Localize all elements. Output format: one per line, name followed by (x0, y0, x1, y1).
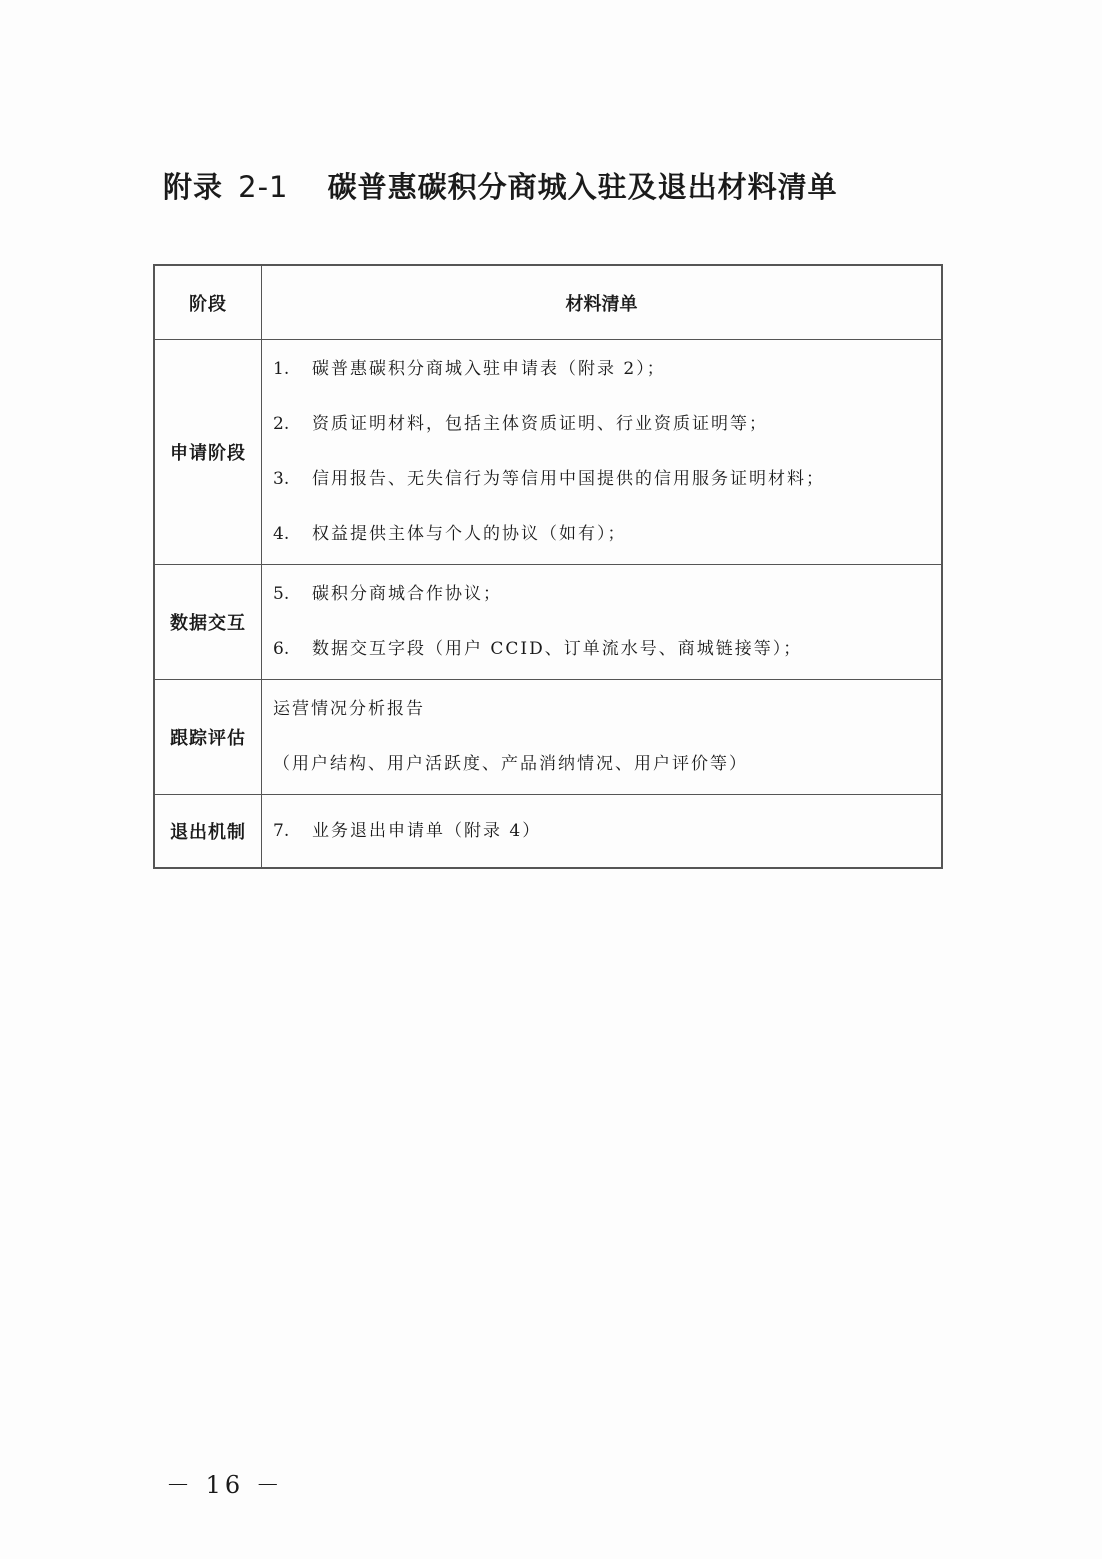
title-prefix: 附录 (163, 170, 224, 204)
item-text: 碳普惠碳积分商城入驻申请表（附录 2）； (312, 359, 666, 379)
table-header-row (154, 265, 942, 340)
item-text: 碳积分商城合作协议； (312, 584, 502, 604)
item-number: 6. (273, 639, 290, 659)
stage-cell: 退出机制 (154, 795, 262, 869)
table-row (154, 680, 942, 795)
list-item (273, 682, 941, 737)
table-row (154, 795, 942, 869)
item-text: 运营情况分析报告 (273, 699, 425, 719)
title-number: 2-1 (238, 170, 289, 204)
list-item (273, 737, 941, 792)
page-title (163, 165, 838, 206)
item-number: 2. (273, 414, 290, 434)
list-item (273, 507, 941, 562)
item-number: 5. (273, 584, 290, 604)
list-item (273, 397, 941, 452)
page-number: － 16 － (166, 1471, 284, 1499)
stage-cell: 数据交互 (154, 565, 262, 680)
item-text: 业务退出申请单（附录 4） (312, 821, 542, 841)
stage-cell: 跟踪评估 (154, 680, 262, 795)
item-number: 7. (273, 821, 290, 841)
list-item (273, 622, 941, 677)
item-number: 1. (273, 359, 290, 379)
item-text: 资质证明材料，包括主体资质证明、行业资质证明等； (312, 414, 768, 434)
list-item (273, 795, 941, 867)
item-text: 数据交互字段（用户 CCID、订单流水号、商城链接等）； (312, 639, 803, 659)
list-item (273, 567, 941, 622)
materials-table (153, 264, 943, 869)
stage-cell: 申请阶段 (154, 340, 262, 565)
materials-cell (262, 795, 943, 869)
materials-cell (262, 340, 943, 565)
item-text: 权益提供主体与个人的协议（如有）； (312, 524, 627, 544)
title-text: 碳普惠碳积分商城入驻及退出材料清单 (327, 170, 838, 204)
table-row (154, 565, 942, 680)
item-number: 3. (273, 469, 290, 489)
header-materials: 材料清单 (262, 265, 943, 340)
materials-cell (262, 565, 943, 680)
item-number: 4. (273, 524, 290, 544)
item-text: 信用报告、无失信行为等信用中国提供的信用服务证明材料； (312, 469, 825, 489)
table-row (154, 340, 942, 565)
list-item (273, 342, 941, 397)
list-item (273, 452, 941, 507)
header-stage: 阶段 (154, 265, 262, 340)
materials-cell (262, 680, 943, 795)
item-text: （用户结构、用户活跃度、产品消纳情况、用户评价等） (273, 754, 748, 774)
